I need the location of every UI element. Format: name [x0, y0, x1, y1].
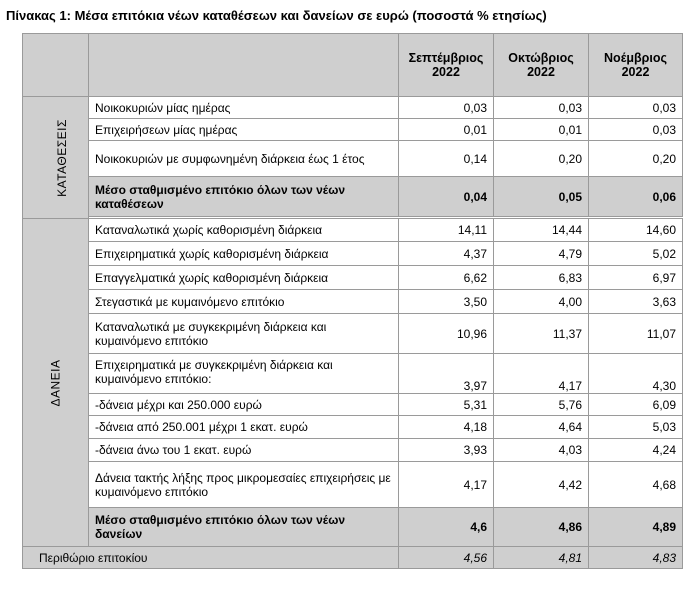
deposits-total-row: [23, 177, 683, 217]
value-cell: 14,60: [589, 219, 683, 242]
value-cell: 5,03: [589, 416, 683, 439]
value-cell: 4,00: [494, 290, 589, 314]
value-cell: 4,89: [589, 508, 683, 547]
row-label: Καταναλωτικά χωρίς καθορισμένη διάρκεια: [89, 219, 399, 242]
row-label: Στεγαστικά με κυμαινόμενο επιτόκιο: [89, 290, 399, 314]
row-label: Μέσο σταθμισμένο επιτόκιο όλων των νέων δανείων: [89, 508, 399, 547]
value-cell: 3,93: [399, 439, 494, 462]
table-row: [23, 314, 683, 354]
value-cell: 14,11: [399, 219, 494, 242]
loans-group-label: [23, 219, 89, 547]
value-cell: 0,03: [589, 119, 683, 141]
value-cell: 4,42: [494, 462, 589, 508]
value-cell: 5,76: [494, 394, 589, 416]
value-cell: 4,68: [589, 462, 683, 508]
value-cell: 0,14: [399, 141, 494, 177]
value-cell: 0,04: [399, 177, 494, 217]
value-cell: 4,30: [589, 354, 683, 394]
row-label: Δάνεια τακτής λήξης προς μικρομεσαίες επιχειρήσεις με κυμαινόμενο επιτόκιο: [89, 462, 399, 508]
table-title: Πίνακας 1: Μέσα επιτόκια νέων καταθέσεων και δανείων σε ευρώ (ποσοστά % ετησίως): [6, 8, 547, 23]
value-cell: 6,62: [399, 266, 494, 290]
value-cell: 6,97: [589, 266, 683, 290]
table-row: [23, 394, 683, 416]
value-cell: 4,56: [399, 547, 494, 569]
value-cell: 5,31: [399, 394, 494, 416]
table-row: [23, 266, 683, 290]
row-label: Περιθώριο επιτοκίου: [23, 547, 399, 569]
value-cell: 4,17: [399, 462, 494, 508]
row-label: Νοικοκυριών με συμφωνημένη διάρκεια έως 1 έτος: [89, 141, 399, 177]
deposits-group-label: [23, 97, 89, 219]
value-cell: 0,01: [399, 119, 494, 141]
column-header: Οκτώβριος 2022: [494, 34, 589, 97]
table-row: [23, 119, 683, 141]
header-blank-cell: [23, 34, 89, 97]
table-row: [23, 416, 683, 439]
table-row: [23, 462, 683, 508]
row-label: -δάνεια άνω του 1 εκατ. ευρώ: [89, 439, 399, 462]
value-cell: 4,17: [494, 354, 589, 394]
table-row: [23, 97, 683, 119]
value-cell: 4,03: [494, 439, 589, 462]
row-label: Επιχειρήσεων μίας ημέρας: [89, 119, 399, 141]
header-row: [23, 34, 683, 97]
table-row: [23, 242, 683, 266]
column-header: Σεπτέμβριος 2022: [399, 34, 494, 97]
value-cell: 0,01: [494, 119, 589, 141]
header-blank-cell: [89, 34, 399, 97]
value-cell: 4,37: [399, 242, 494, 266]
row-label: Νοικοκυριών μίας ημέρας: [89, 97, 399, 119]
value-cell: 3,63: [589, 290, 683, 314]
group-label-text: ΚΑΤΑΘΕΣΕΙΣ: [54, 118, 69, 197]
value-cell: 4,18: [399, 416, 494, 439]
value-cell: 11,37: [494, 314, 589, 354]
row-label: Καταναλωτικά με συγκεκριμένη διάρκεια και κυμαινόμενο επιτόκιο: [89, 314, 399, 354]
value-cell: 0,20: [494, 141, 589, 177]
row-label: Επαγγελματικά χωρίς καθορισμένη διάρκεια: [89, 266, 399, 290]
table-row: [23, 219, 683, 242]
value-cell: 4,79: [494, 242, 589, 266]
row-label: Επιχειρηματικά χωρίς καθορισμένη διάρκεια: [89, 242, 399, 266]
table-row: [23, 290, 683, 314]
value-cell: 4,83: [589, 547, 683, 569]
value-cell: 0,03: [589, 97, 683, 119]
value-cell: 4,81: [494, 547, 589, 569]
value-cell: 4,86: [494, 508, 589, 547]
value-cell: 10,96: [399, 314, 494, 354]
value-cell: 11,07: [589, 314, 683, 354]
value-cell: 0,05: [494, 177, 589, 217]
row-label: Μέσο σταθμισμένο επιτόκιο όλων των νέων καταθέσεων: [89, 177, 399, 217]
table-row: [23, 439, 683, 462]
row-label: -δάνεια μέχρι και 250.000 ευρώ: [89, 394, 399, 416]
table-row: [23, 354, 683, 394]
value-cell: 5,02: [589, 242, 683, 266]
row-label: -δάνεια από 250.001 μέχρι 1 εκατ. ευρώ: [89, 416, 399, 439]
value-cell: 4,24: [589, 439, 683, 462]
column-header: Νοέμβριος 2022: [589, 34, 683, 97]
value-cell: 3,50: [399, 290, 494, 314]
value-cell: 14,44: [494, 219, 589, 242]
value-cell: 0,03: [399, 97, 494, 119]
value-cell: 0,20: [589, 141, 683, 177]
loans-total-row: [23, 508, 683, 547]
value-cell: 6,83: [494, 266, 589, 290]
group-label-text: ΔΑΝΕΙΑ: [48, 358, 63, 407]
value-cell: 4,64: [494, 416, 589, 439]
table-row: [23, 141, 683, 177]
interest-margin-row: [23, 547, 683, 569]
value-cell: 0,03: [494, 97, 589, 119]
value-cell: 6,09: [589, 394, 683, 416]
interest-rates-table: [22, 33, 683, 569]
value-cell: 0,06: [589, 177, 683, 217]
value-cell: 4,6: [399, 508, 494, 547]
value-cell: 3,97: [399, 354, 494, 394]
row-label: Επιχειρηματικά με συγκεκριμένη διάρκεια και κυμαινόμενο επιτόκιο:: [89, 354, 399, 394]
